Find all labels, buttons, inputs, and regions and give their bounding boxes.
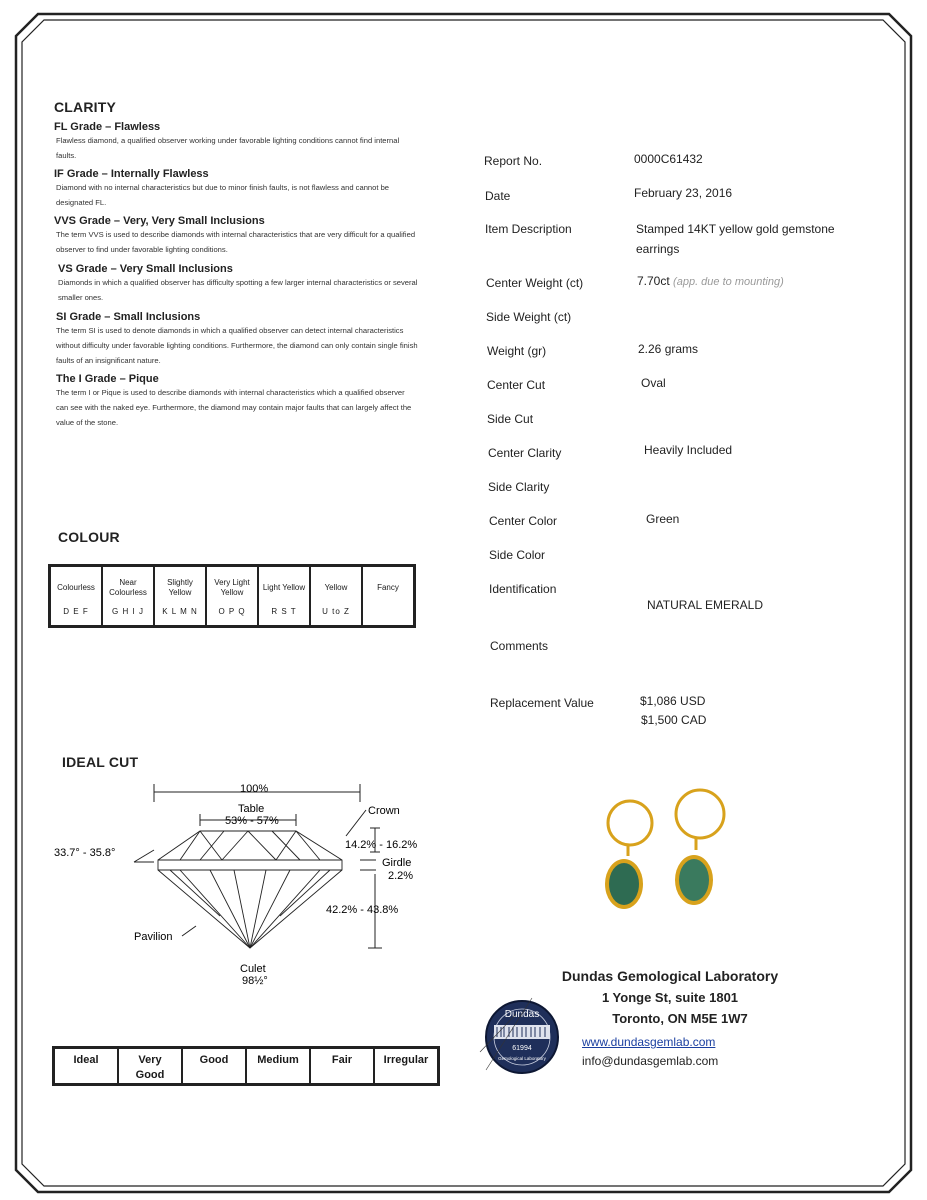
- grade-title: VVS Grade – Very, Very Small Inclusions: [54, 215, 265, 227]
- colour-scale: [48, 564, 416, 628]
- colour-name: Yellow: [324, 583, 348, 592]
- grade-desc: The term VVS is used to describe diamonds with internal characteristics that are very difficult for a qualified observer to find under favorable lighting conditions.: [56, 230, 416, 254]
- grade-if: [54, 168, 416, 210]
- colour-heading: COLOUR: [58, 529, 120, 545]
- colour-cell: [258, 566, 310, 626]
- field-label: Center Weight (ct): [486, 276, 584, 290]
- item-description: Stamped 14KT yellow gold gemstone earrings: [636, 222, 835, 256]
- grade-vvs: [54, 215, 416, 257]
- field-label: Weight (gr): [487, 344, 547, 358]
- colour-name: Fancy: [377, 583, 399, 592]
- cut-grade-cell: Ideal: [54, 1048, 118, 1084]
- colour-code: U to Z: [322, 607, 350, 616]
- cut-grade-scale: [52, 1046, 440, 1086]
- identification: NATURAL EMERALD: [647, 598, 764, 612]
- colour-code: R S T: [271, 607, 297, 616]
- lab-seal: [472, 992, 572, 1082]
- colour-name: Colourless: [57, 583, 95, 592]
- grade-title: VS Grade – Very Small Inclusions: [58, 263, 233, 275]
- field-label: Item Description: [485, 222, 572, 236]
- seal-mid: 61994: [512, 1045, 532, 1052]
- clarity-heading: CLARITY: [54, 99, 117, 115]
- center-color: Green: [646, 512, 680, 526]
- cut-grade-cell: Fair: [310, 1048, 374, 1084]
- center-weight-value: 7.70ct: [637, 274, 670, 288]
- seal-bottom: Gemological Laboratory: [498, 1056, 546, 1061]
- diamond-diagram: [50, 776, 440, 991]
- diagram-pavilion-depth: 42.2% - 43.8%: [326, 904, 399, 916]
- cut-grade-cell: Medium: [246, 1048, 310, 1084]
- diagram-crown-height: 14.2% - 16.2%: [345, 839, 418, 851]
- colour-name: Very Light Yellow: [214, 578, 250, 597]
- cut-grade-cell: Irregular: [374, 1048, 438, 1084]
- diagram-culet-pct: 98½°: [242, 975, 268, 987]
- colour-code: D E F: [63, 607, 89, 616]
- colour-name: Light Yellow: [262, 583, 306, 592]
- field-label: Center Color: [489, 514, 558, 528]
- colour-name: Slightly Yellow: [167, 578, 193, 597]
- diagram-total: 100%: [240, 783, 269, 795]
- cut-grade-cell: Very Good: [118, 1048, 182, 1084]
- seal-top: Dundas: [504, 1009, 540, 1020]
- grade-desc: Diamonds in which a qualified observer has difficulty spotting a few larger internal characteristics or several smaller ones.: [58, 278, 418, 302]
- colour-code: K L M N: [162, 607, 198, 616]
- grade-title: SI Grade – Small Inclusions: [56, 311, 201, 323]
- report-number: 0000C61432: [634, 152, 703, 166]
- clarity-section: [54, 99, 116, 115]
- grade-desc: The term I or Pique is used to describe diamonds with internal characteristics which a qualified observer can see with the naked eye. Furthermore, the diamond may contain major faults that can largely affect the value of the stone.: [56, 388, 412, 427]
- center-cut: Oval: [641, 376, 666, 390]
- grade-desc: The term SI is used to denote diamonds in which a qualified observer can detect internal characteristics without difficulty under favorable lighting conditions. Furthermore, the diamond can only contain single finish faults of an insignificant nature.: [56, 326, 418, 365]
- diagram-pavilion: Pavilion: [134, 931, 173, 943]
- field-label: Center Clarity: [488, 446, 562, 460]
- grade-si: [56, 311, 426, 368]
- grade-title: The I Grade – Pique: [56, 373, 159, 385]
- earrings-photo: [590, 780, 740, 930]
- field-label: Date: [485, 189, 511, 203]
- lab-address2: Toronto, ON M5E 1W7: [612, 1011, 748, 1026]
- report-date: February 23, 2016: [634, 186, 733, 200]
- diagram-crown: Crown: [368, 805, 400, 817]
- grade-title: IF Grade – Internally Flawless: [54, 168, 209, 180]
- replacement-value-cad: $1,500 CAD: [641, 713, 707, 727]
- lab-name: Dundas Gemological Laboratory: [561, 968, 779, 984]
- colour-code: O P Q: [218, 607, 246, 616]
- weight-grams: 2.26 grams: [638, 342, 699, 356]
- field-label: Report No.: [484, 154, 543, 168]
- field-label: Center Cut: [487, 378, 546, 392]
- diagram-girdle: Girdle: [382, 857, 412, 869]
- field-label: Identification: [489, 582, 557, 596]
- ideal-cut-heading: IDEAL CUT: [62, 754, 139, 770]
- grade-fl: [54, 121, 416, 163]
- diagram-girdle-pct: 2.2%: [388, 870, 414, 882]
- cut-grade-cell: Good: [182, 1048, 246, 1084]
- colour-cell: [50, 566, 102, 626]
- field-label: Comments: [490, 639, 549, 653]
- replacement-value-usd: $1,086 USD: [640, 694, 706, 708]
- colour-cell: [154, 566, 206, 626]
- field-label: Side Cut: [487, 412, 534, 426]
- field-label: Side Clarity: [488, 480, 550, 494]
- field-label: Side Weight (ct): [486, 310, 572, 324]
- diagram-table-pct: 53% - 57%: [225, 815, 279, 827]
- center-weight-note: (app. due to mounting): [673, 276, 784, 288]
- colour-code: G H I J: [112, 607, 144, 616]
- field-label: Side Color: [489, 548, 546, 562]
- diagram-culet: Culet: [240, 963, 266, 975]
- colour-name: Near Colourless: [109, 578, 147, 597]
- lab-website-link[interactable]: www.dundasgemlab.com: [582, 1035, 716, 1049]
- grade-i: [56, 373, 418, 430]
- grade-desc: Flawless diamond, a qualified observer working under favorable lighting conditions cannot find internal faults.: [56, 136, 400, 160]
- field-label: Replacement Value: [490, 696, 594, 710]
- grade-title: FL Grade – Flawless: [54, 121, 161, 133]
- grade-vs: [58, 263, 418, 305]
- colour-cell: [362, 566, 414, 626]
- lab-address1: 1 Yonge St, suite 1801: [601, 990, 739, 1005]
- lab-email: info@dundasgemlab.com: [582, 1054, 719, 1068]
- colour-cell: [206, 566, 258, 626]
- colour-cell: [102, 566, 154, 626]
- center-weight: [637, 274, 784, 288]
- colour-cell: [310, 566, 362, 626]
- diagram-crown-angle: 33.7° - 35.8°: [54, 847, 116, 859]
- grade-desc: Diamond with no internal characteristics but due to minor finish faults, is not flawless and cannot be designated FL.: [56, 183, 390, 207]
- center-clarity: Heavily Included: [644, 443, 733, 457]
- diagram-table: Table: [238, 803, 265, 815]
